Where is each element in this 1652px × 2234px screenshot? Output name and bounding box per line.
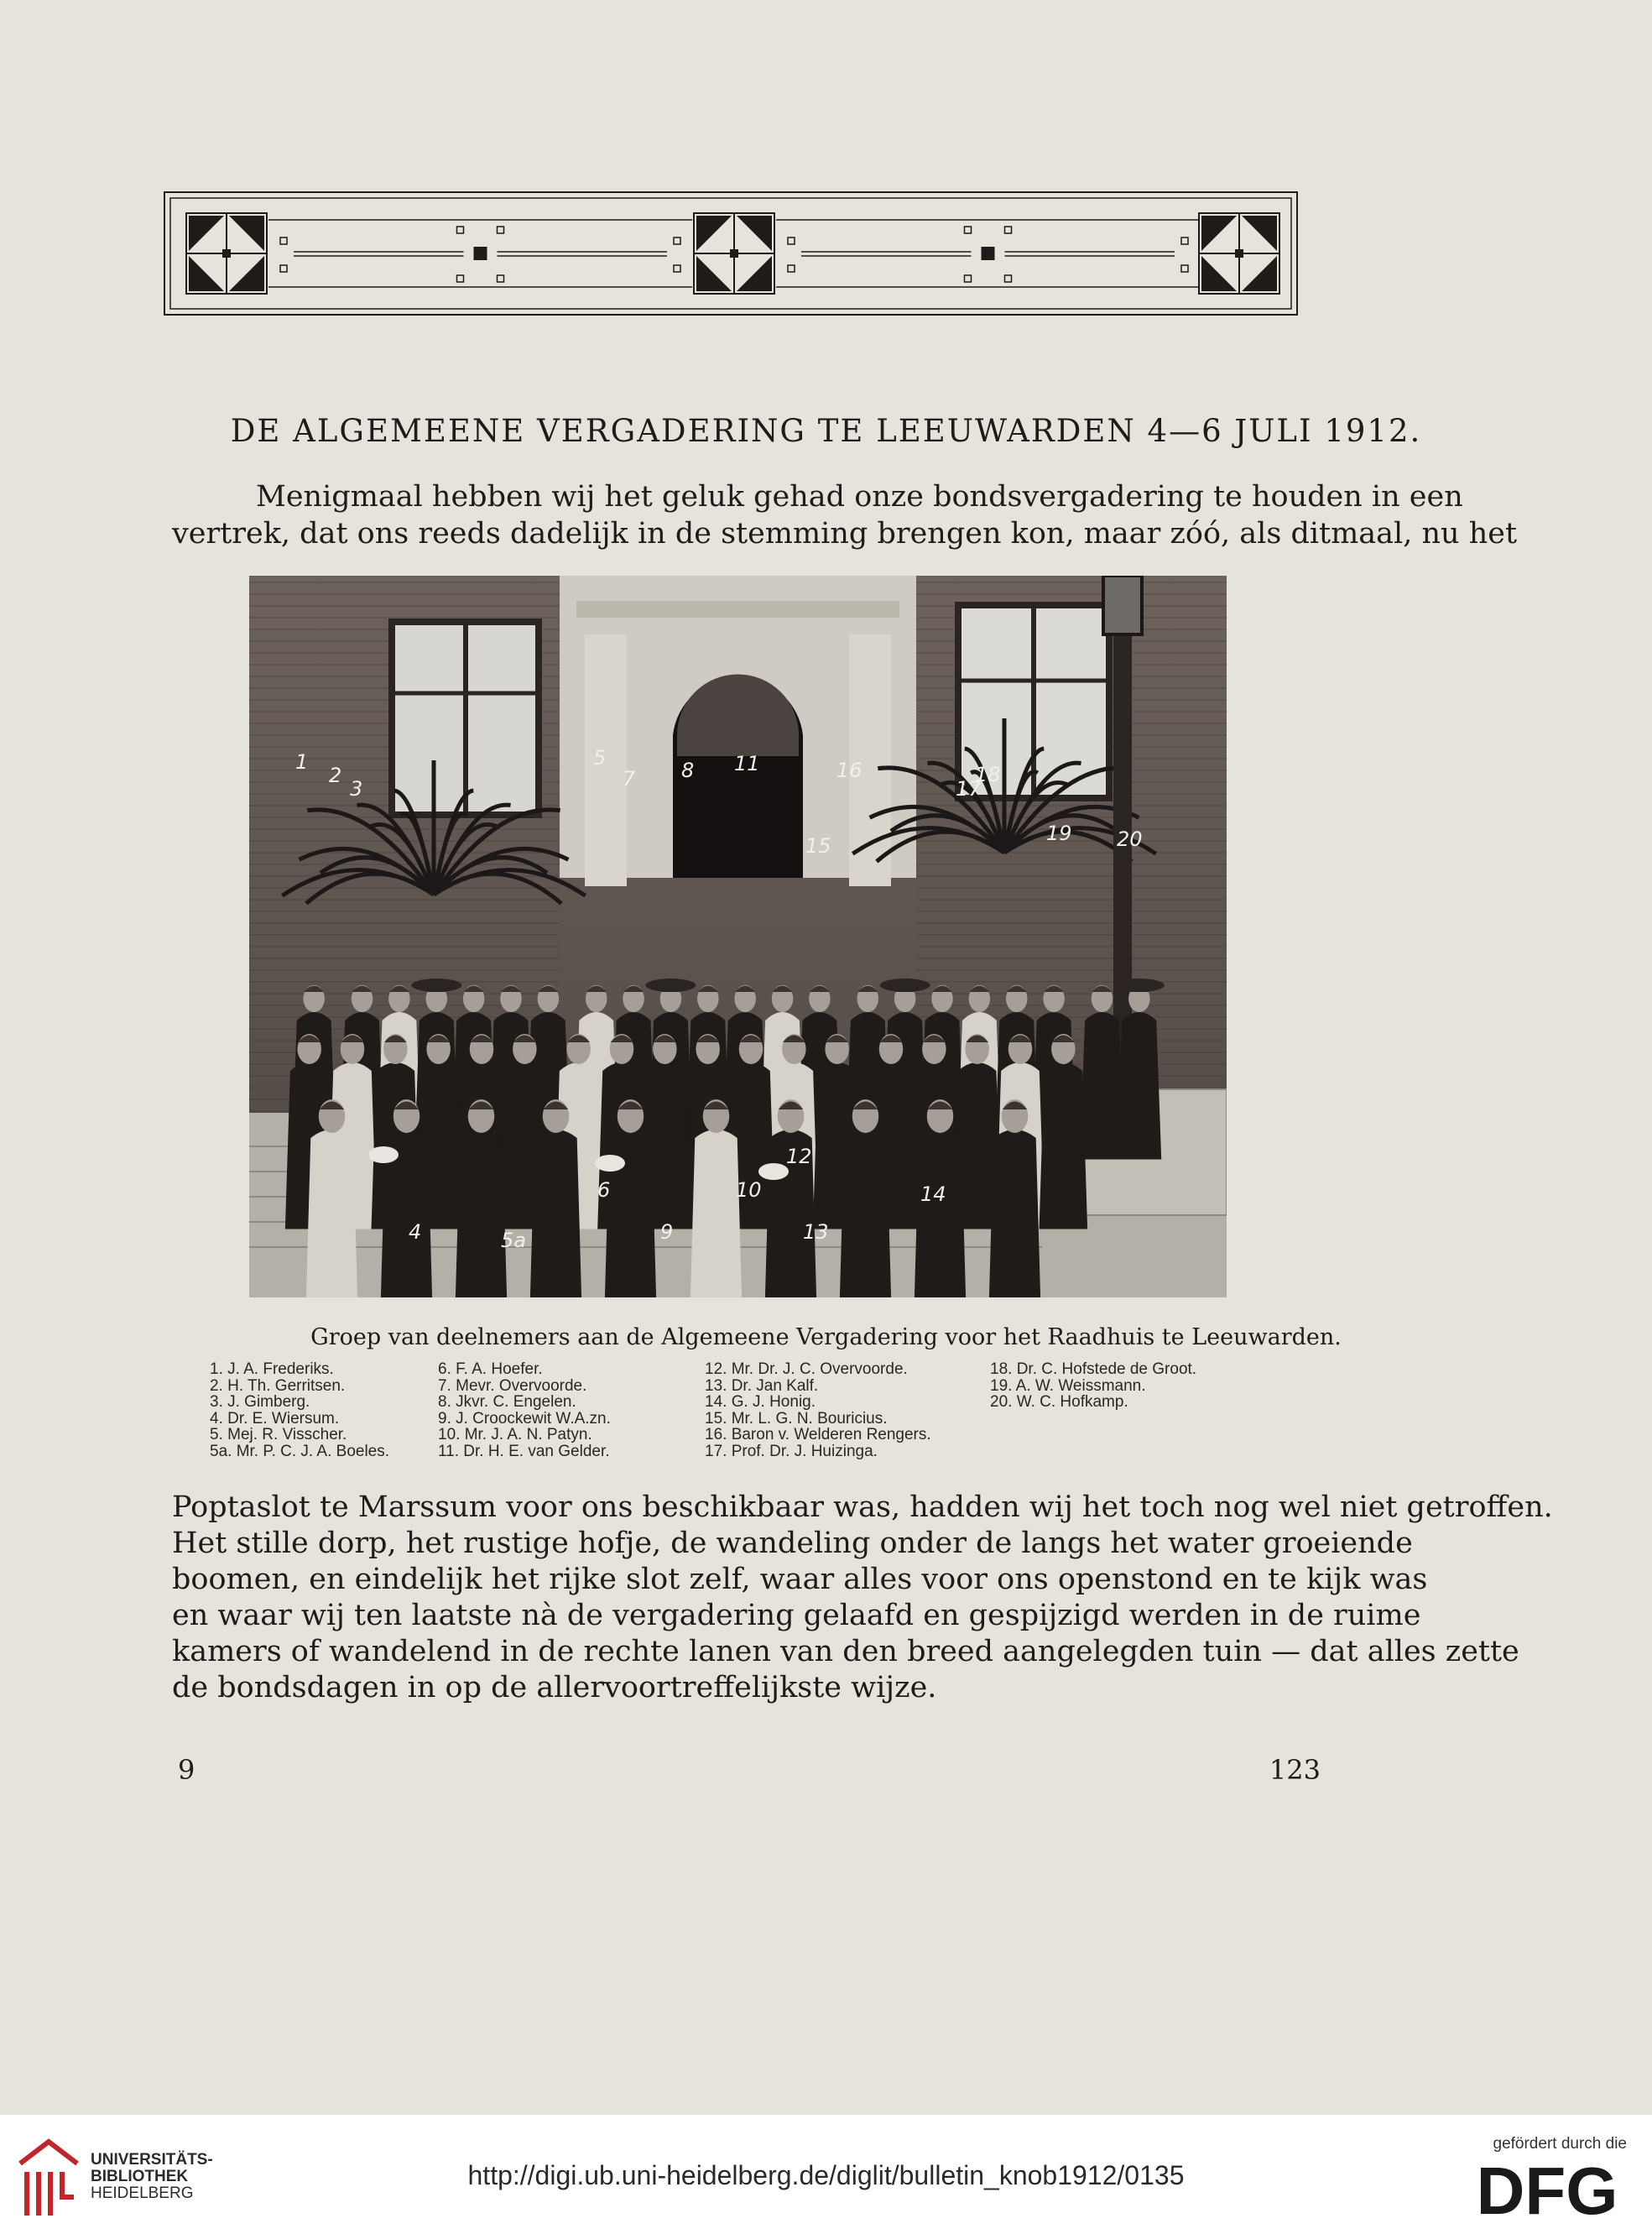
photo-number-label: 14 bbox=[920, 1182, 946, 1206]
photo-number-label: 6 bbox=[597, 1178, 611, 1202]
group-photograph bbox=[249, 576, 1227, 1297]
signature-mark: 9 bbox=[178, 1754, 195, 1786]
photo-number-label: 5a bbox=[501, 1229, 526, 1252]
photo-number-label: 15 bbox=[805, 834, 831, 858]
photo-number-label: 8 bbox=[681, 759, 695, 782]
legend-entry: 13. Dr. Jan Kalf. bbox=[705, 1376, 819, 1395]
legend-entry: 4. Dr. E. Wiersum. bbox=[210, 1409, 340, 1428]
text-line: Poptaslot te Marssum voor ons beschikbaar was, hadden wij het toch nog wel niet getroffen. bbox=[172, 1490, 1553, 1524]
legend-entry: 14. G. J. Honig. bbox=[705, 1393, 816, 1411]
legend-entry: 15. Mr. L. G. N. Bouricius. bbox=[705, 1409, 888, 1428]
text-line: kamers of wandelend in de rechte lanen van den breed aangelegden tuin — dat alles zette bbox=[172, 1635, 1519, 1668]
body-paragraph bbox=[172, 1490, 1553, 1706]
permalink-url[interactable]: http://digi.ub.uni-heidelberg.de/diglit/bulletin_knob1912/0135 bbox=[467, 2160, 1185, 2190]
dfg-logo-icon[interactable] bbox=[1467, 2158, 1627, 2219]
legend-entry: 11. Dr. H. E. van Gelder. bbox=[438, 1442, 610, 1460]
page-number: 123 bbox=[1269, 1754, 1321, 1786]
text-line: Menigmaal hebben wij het geluk gehad onze bondsvergadering te houden in een bbox=[256, 480, 1463, 514]
photo-number-label: 10 bbox=[736, 1178, 762, 1202]
ub-line: BIBLIOTHEK bbox=[91, 2168, 189, 2185]
photo-number-label: 7 bbox=[623, 767, 636, 791]
legend-entry: 7. Mevr. Overvoorde. bbox=[438, 1376, 587, 1395]
text-line: de bondsdagen in op de allervoortreffelijkste wijze. bbox=[172, 1671, 937, 1704]
photo-number-label: 16 bbox=[836, 759, 862, 782]
legend-column-4 bbox=[990, 1361, 1196, 1411]
legend-entry: 19. A. W. Weissmann. bbox=[990, 1376, 1146, 1395]
ub-line: UNIVERSITÄTS- bbox=[91, 2151, 213, 2169]
legend-entry: 9. J. Croockewit W.A.zn. bbox=[438, 1409, 611, 1428]
intro-paragraph bbox=[172, 478, 1518, 552]
header-ornament bbox=[164, 191, 1298, 316]
photo-number-label: 11 bbox=[734, 752, 760, 775]
legend-column-1 bbox=[210, 1361, 389, 1459]
legend-column-3 bbox=[705, 1361, 931, 1459]
funding-label: gefördert durch die bbox=[1493, 2135, 1627, 2153]
legend-entry: 20. W. C. Hofkamp. bbox=[990, 1393, 1128, 1411]
legend-column-2 bbox=[438, 1361, 611, 1459]
footer-bar bbox=[0, 2115, 1652, 2234]
legend-entry: 12. Mr. Dr. J. C. Overvoorde. bbox=[705, 1360, 908, 1378]
text-line: Het stille dorp, het rustige hofje, de wandeling onder de langs het water groeiende bbox=[172, 1527, 1413, 1560]
photo-number-label: 5 bbox=[593, 746, 607, 770]
photo-caption: Groep van deelnemers aan de Algemeene Vergadering voor het Raadhuis te Leeuwarden. bbox=[310, 1324, 1342, 1350]
text-line: boomen, en eindelijk het rijke slot zelf, waar alles voor ons openstond en te kijk was bbox=[172, 1563, 1428, 1596]
photo-number-label: 12 bbox=[786, 1145, 812, 1168]
text-line: en waar wij ten laatste nà de vergadering gelaafd en gespijzigd werden in de ruime bbox=[172, 1599, 1421, 1632]
photo-number-label: 1 bbox=[295, 750, 309, 774]
photo-number-label: 3 bbox=[350, 777, 363, 801]
legend-entry: 10. Mr. J. A. N. Patyn. bbox=[438, 1426, 592, 1443]
legend-entry: 16. Baron v. Welderen Rengers. bbox=[705, 1426, 931, 1443]
text-line: vertrek, dat ons reeds dadelijk in de stemming brengen kon, maar zóó, als ditmaal, nu het bbox=[172, 517, 1518, 551]
photo-number-label: 20 bbox=[1117, 827, 1143, 851]
photo-number-label: 2 bbox=[329, 764, 342, 787]
legend-entry: 17. Prof. Dr. J. Huizinga. bbox=[705, 1442, 878, 1460]
article-heading: DE ALGEMEENE VERGADERING TE LEEUWARDEN 4—6 JULI 1912. bbox=[230, 413, 1422, 449]
ub-line: HEIDELBERG bbox=[91, 2184, 194, 2202]
legend-entry: 18. Dr. C. Hofstede de Groot. bbox=[990, 1360, 1197, 1378]
legend-entry: 6. F. A. Hoefer. bbox=[438, 1360, 543, 1378]
dfg-logo-text: DFG bbox=[1476, 2158, 1618, 2219]
photo-number-label: 18 bbox=[975, 763, 1001, 786]
legend-entry: 8. Jkvr. C. Engelen. bbox=[438, 1393, 576, 1411]
legend-entry: 5a. Mr. P. C. J. A. Boeles. bbox=[210, 1442, 390, 1460]
legend-entry: 3. J. Gimberg. bbox=[210, 1393, 310, 1411]
photo-number-label: 17 bbox=[956, 777, 982, 801]
photo-number-label: 9 bbox=[660, 1220, 674, 1244]
legend-entry: 2. H. Th. Gerritsen. bbox=[210, 1376, 346, 1395]
legend-entry: 1. J. A. Frederiks. bbox=[210, 1360, 334, 1378]
legend-entry: 5. Mej. R. Visscher. bbox=[210, 1426, 347, 1443]
photo-number-label: 4 bbox=[409, 1220, 422, 1244]
photo-number-label: 13 bbox=[803, 1220, 829, 1244]
photo-number-label: 19 bbox=[1046, 822, 1072, 845]
